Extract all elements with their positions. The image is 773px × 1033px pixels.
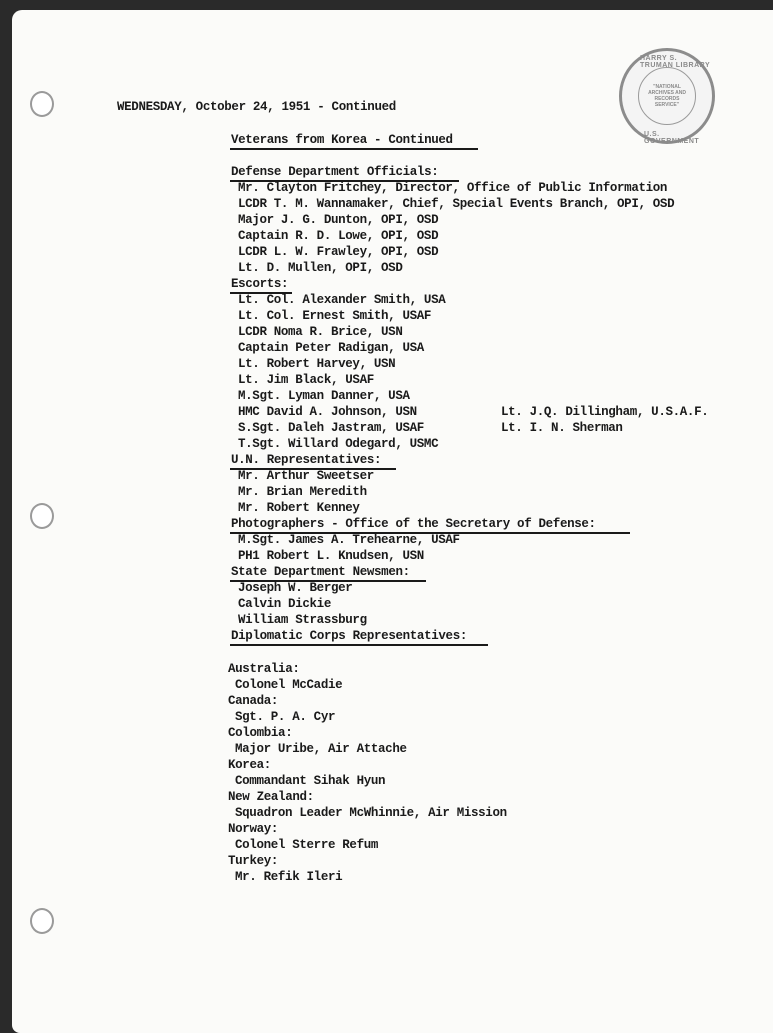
diplo-rep: Colonel McCadie [235,678,343,692]
defense-item: Mr. Clayton Fritchey, Director, Office of Public Information [238,181,668,195]
state-heading: State Department Newsmen: [231,565,410,579]
stamp-center-text: "NATIONAL ARCHIVES AND RECORDS SERVICE" [638,67,696,125]
photo-heading: Photographers - Office of the Secretary of Defense: [231,517,596,531]
escort-item: Lt. Col. Alexander Smith, USA [238,293,446,307]
library-stamp [619,48,715,144]
state-item: William Strassburg [238,613,367,627]
subheader-underline [230,148,478,150]
un-heading: U.N. Representatives: [231,453,382,467]
diplo-rep: Commandant Sihak Hyun [235,774,386,788]
escort-item-right: Lt. J.Q. Dillingham, U.S.A.F. [501,405,709,419]
punch-hole-top [30,91,54,117]
diplo-country: Norway: [228,822,279,836]
photo-item: PH1 Robert L. Knudsen, USN [238,549,424,563]
escorts-heading: Escorts: [231,277,289,291]
diplo-country: Korea: [228,758,271,772]
escort-item: HMC David A. Johnson, USN [238,405,417,419]
diplo-country: Australia: [228,662,300,676]
diplo-heading: Diplomatic Corps Representatives: [231,629,467,643]
diplo-country: Canada: [228,694,279,708]
escort-item: M.Sgt. Lyman Danner, USA [238,389,410,403]
defense-heading: Defense Department Officials: [231,165,439,179]
escort-item: Lt. Jim Black, USAF [238,373,374,387]
escort-item: T.Sgt. Willard Odegard, USMC [238,437,439,451]
escort-item: Captain Peter Radigan, USA [238,341,424,355]
defense-item: LCDR T. M. Wannamaker, Chief, Special Events Branch, OPI, OSD [238,197,675,211]
un-item: Mr. Robert Kenney [238,501,360,515]
diplo-country: New Zealand: [228,790,314,804]
escort-item: S.Sgt. Daleh Jastram, USAF [238,421,424,435]
defense-item: Captain R. D. Lowe, OPI, OSD [238,229,439,243]
escort-item-right: Lt. I. N. Sherman [501,421,623,435]
diplo-country: Turkey: [228,854,279,868]
defense-item: Major J. G. Dunton, OPI, OSD [238,213,439,227]
page-header: WEDNESDAY, October 24, 1951 - Continued [117,100,396,114]
diplo-rep: Major Uribe, Air Attache [235,742,407,756]
un-item: Mr. Brian Meredith [238,485,367,499]
state-item: Calvin Dickie [238,597,331,611]
diplo-rep: Mr. Refik Ileri [235,870,343,884]
defense-item: LCDR L. W. Frawley, OPI, OSD [238,245,439,259]
escort-item: Lt. Robert Harvey, USN [238,357,396,371]
state-item: Joseph W. Berger [238,581,353,595]
section-subheader: Veterans from Korea - Continued [231,133,453,147]
diplo-heading-underline [230,644,488,646]
photo-item: M.Sgt. James A. Trehearne, USAF [238,533,460,547]
diplo-rep: Colonel Sterre Refum [235,838,379,852]
diplo-rep: Squadron Leader McWhinnie, Air Mission [235,806,507,820]
punch-hole-bottom [30,908,54,934]
diplo-rep: Sgt. P. A. Cyr [235,710,336,724]
defense-item: Lt. D. Mullen, OPI, OSD [238,261,403,275]
escort-item: LCDR Noma R. Brice, USN [238,325,403,339]
stamp-ring-bottom: U.S. GOVERNMENT [644,131,700,145]
diplo-country: Colombia: [228,726,293,740]
punch-hole-middle [30,503,54,529]
un-item: Mr. Arthur Sweetser [238,469,374,483]
stamp-ring-top: HARRY S. TRUMAN LIBRARY [640,55,711,69]
escort-item: Lt. Col. Ernest Smith, USAF [238,309,432,323]
